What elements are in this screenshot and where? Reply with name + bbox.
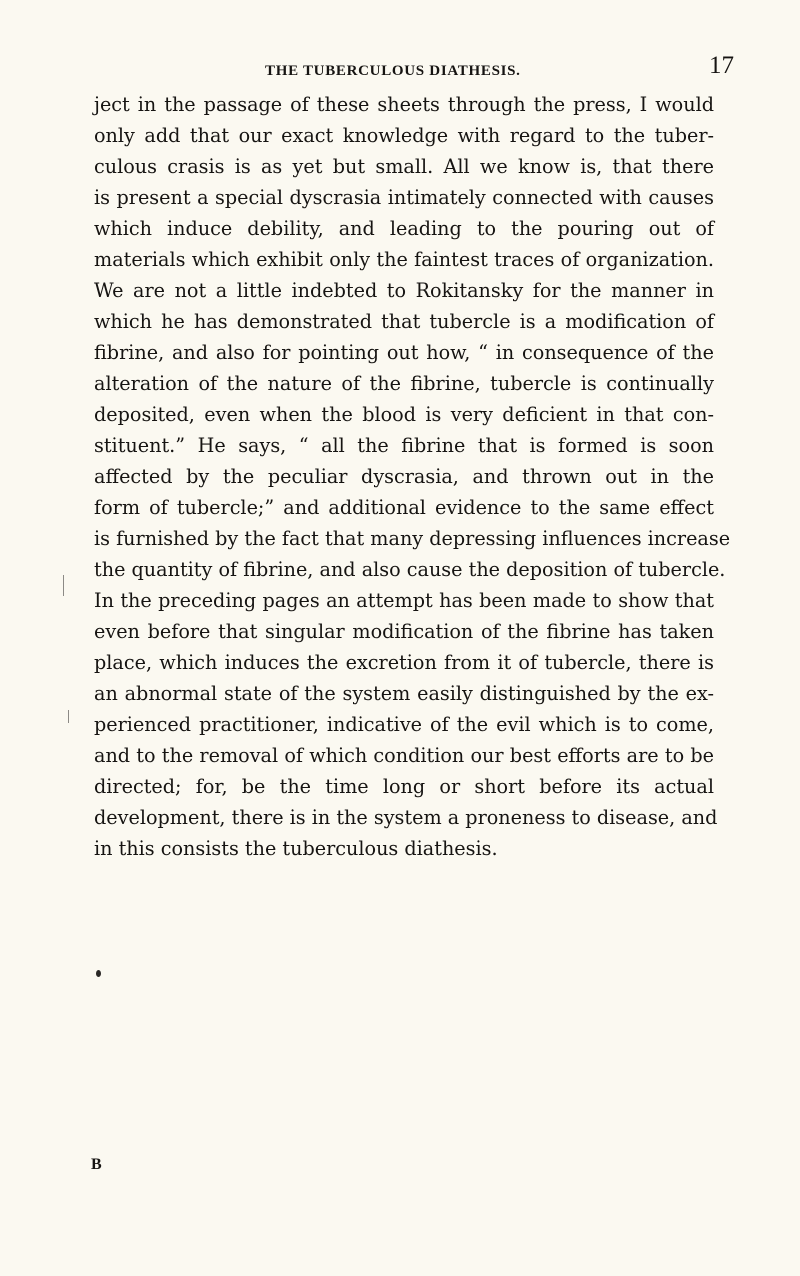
text-line: and to the removal of which condition our best efforts are to be xyxy=(94,744,714,767)
text-line: directed; for, be the time long or short before its actual xyxy=(94,775,714,798)
text-line: place, which induces the excretion from it of tubercle, there is xyxy=(94,651,714,674)
running-title: THE TUBERCULOUS DIATHESIS. xyxy=(265,63,521,79)
text-line: is furnished by the fact that many depressing influences increase xyxy=(94,527,731,550)
margin-speck xyxy=(63,575,64,596)
text-line: deposited, even when the blood is very deficient in that con- xyxy=(94,403,714,426)
paragraph-last-line: in this consists the tuberculous diathesis. xyxy=(94,837,498,860)
text-line: the quantity of fibrine, and also cause the deposition of tubercle. xyxy=(94,558,726,581)
running-head xyxy=(0,52,800,83)
text-line: alteration of the nature of the fibrine, tubercle is continually xyxy=(94,372,714,395)
text-line: affected by the peculiar dyscrasia, and thrown out in the xyxy=(94,465,714,488)
text-line: materials which exhibit only the faintest traces of organization. xyxy=(94,248,714,271)
page-number: 17 xyxy=(709,52,734,79)
text-line: In the preceding pages an attempt has been made to show that xyxy=(94,589,714,612)
text-line: perienced practitioner, indicative of the evil which is to come, xyxy=(94,713,714,736)
printer-ornament-mark xyxy=(96,970,101,977)
text-line: ject in the passage of these sheets through the press, I would xyxy=(94,93,714,116)
text-line: fibrine, and also for pointing out how, “ in consequence of the xyxy=(94,341,714,364)
text-line: which induce debility, and leading to the pouring out of xyxy=(94,217,714,240)
body-text xyxy=(94,89,731,864)
text-line: We are not a little indebted to Rokitansky for the manner in xyxy=(94,279,714,302)
text-line: form of tubercle;” and additional evidence to the same effect xyxy=(94,496,714,519)
text-line: an abnormal state of the system easily distinguished by the ex- xyxy=(94,682,714,705)
margin-speck xyxy=(68,710,69,723)
text-line: stituent.” He says, “ all the fibrine that is formed is soon xyxy=(94,434,714,457)
text-line: development, there is in the system a proneness to disease, and xyxy=(94,806,718,829)
signature-mark: B xyxy=(91,1156,102,1173)
text-line: even before that singular modification of the fibrine has taken xyxy=(94,620,714,643)
text-line: culous crasis is as yet but small. All we know is, that there xyxy=(94,155,714,178)
text-line: only add that our exact knowledge with regard to the tuber- xyxy=(94,124,714,147)
text-line: is present a special dyscrasia intimately connected with causes xyxy=(94,186,714,209)
text-line: which he has demonstrated that tubercle is a modification of xyxy=(94,310,714,333)
